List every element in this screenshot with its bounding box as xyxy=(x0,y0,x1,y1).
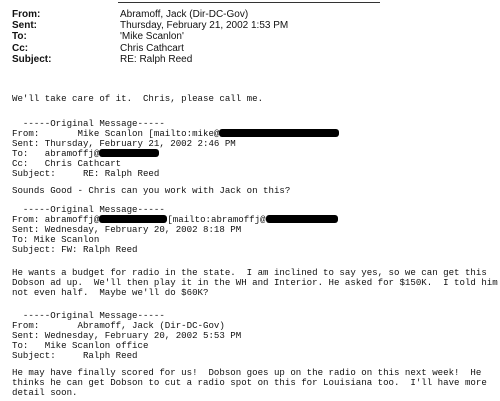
msg2-body-line-1: He wants a budget for radio in the state. I am inclined to say yes, so we can get this xyxy=(12,267,487,278)
msg1-to-text: To: abramoffj@ xyxy=(12,148,100,159)
msg2-subject: Subject: FW: Ralph Reed xyxy=(12,244,138,255)
cc-value: Chris Cathcart xyxy=(120,42,184,54)
msg1-body: Sounds Good - Chris can you work with Jack on this? xyxy=(12,185,291,196)
cc-label: Cc: xyxy=(12,42,29,54)
msg1-subject: Subject: RE: Ralph Reed xyxy=(12,168,160,179)
msg2-from-mailto: [mailto:abramoffj@ xyxy=(167,214,266,225)
from-label: From: xyxy=(12,9,41,20)
msg2-sent: Sent: Wednesday, February 20, 2002 8:18 PM xyxy=(12,224,242,235)
to-value: 'Mike Scanlon' xyxy=(120,31,184,43)
msg2-from-text: From: abramoffj@ xyxy=(12,214,100,225)
to-row xyxy=(12,31,288,42)
msg3-from: From: Abramoff, Jack (Dir-DC-Gov) xyxy=(12,320,225,331)
original-message-divider: -----Original Message----- xyxy=(12,118,165,129)
msg1-from-text: From: Mike Scanlon [mailto:mike@ xyxy=(12,128,220,139)
redaction-bar xyxy=(219,129,339,137)
sent-value: Thursday, February 21, 2002 1:53 PM xyxy=(120,20,289,32)
original-message-divider: -----Original Message----- xyxy=(12,310,165,321)
redaction-bar xyxy=(99,215,167,223)
reply-text: We'll take care of it. Chris, please call me. xyxy=(12,93,264,104)
msg2-body-line-3: not even half. Maybe we'll do $60K? xyxy=(12,287,209,298)
sent-row xyxy=(12,20,288,31)
msg1-cc: Cc: Chris Cathcart xyxy=(12,158,122,169)
msg3-body-line-1: He may have finally scored for us! Dobson goes up on the radio on this next week! He xyxy=(12,367,482,378)
top-rule xyxy=(118,2,380,3)
original-message-divider: -----Original Message----- xyxy=(12,204,165,215)
msg2-body-line-2: Dobson ad up. We'll then play it in the WH and Interior. He asked for $150K. I told him xyxy=(12,277,498,288)
from-value: Abramoff, Jack (Dir-DC-Gov) xyxy=(120,9,249,20)
from-row xyxy=(12,9,288,20)
email-header xyxy=(12,9,288,65)
subject-value: RE: Ralph Reed xyxy=(120,53,193,65)
sent-label: Sent: xyxy=(12,20,37,32)
msg2-to: To: Mike Scanlon xyxy=(12,234,100,245)
subject-row xyxy=(12,54,288,65)
msg3-sent: Sent: Wednesday, February 20, 2002 5:53 PM xyxy=(12,330,242,341)
to-label: To: xyxy=(12,31,27,43)
cc-row xyxy=(12,43,288,54)
msg3-body-line-2: thinks he can get Dobson to cut a radio spot on this for Louisiana too. I'll have more xyxy=(12,377,487,388)
msg3-to: To: Mike Scanlon office xyxy=(12,340,149,351)
msg3-subject: Subject: Ralph Reed xyxy=(12,350,138,361)
subject-label: Subject: xyxy=(12,53,52,65)
msg3-body-line-3: detail soon. xyxy=(12,387,78,398)
msg1-sent: Sent: Thursday, February 21, 2002 2:46 PM xyxy=(12,138,236,149)
redaction-bar xyxy=(266,215,338,223)
redaction-bar xyxy=(99,149,159,157)
